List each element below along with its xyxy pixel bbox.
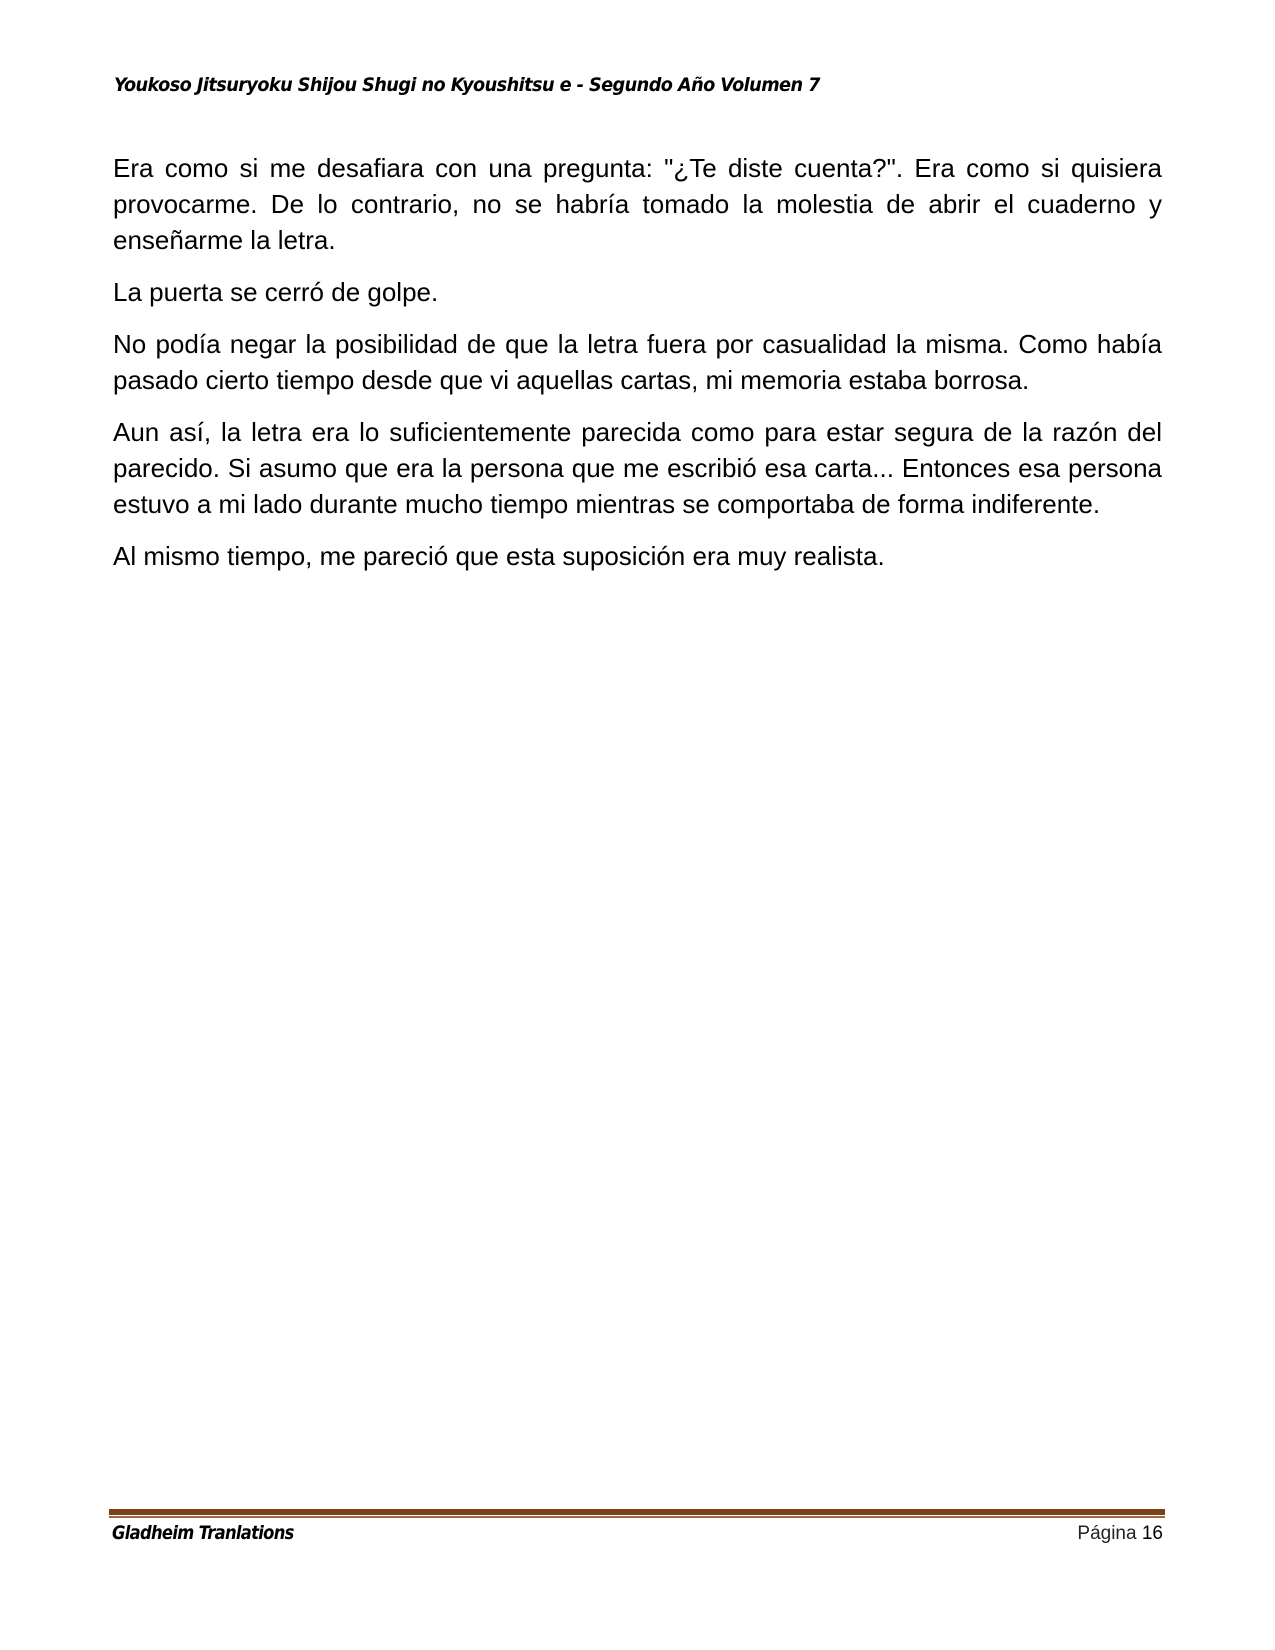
page-number: 16 <box>1141 1523 1163 1544</box>
page-label: Página <box>1077 1523 1137 1544</box>
footer-rule <box>109 1509 1165 1515</box>
paragraph: Al mismo tiempo, me pareció que esta suposición era muy realista. <box>113 541 885 571</box>
footer-rule-thin <box>109 1516 1165 1518</box>
body-text <box>113 150 1162 590</box>
page-number-label <box>1077 1523 1163 1545</box>
footer-credit: Gladheim Tranlations <box>112 1522 294 1544</box>
paragraph: Aun así, la letra era lo suficientemente parecida como para estar segura de la razón del parecido. Si asumo que era la persona que me escribió esa carta... Entonces esa persona estuvo a mi lado durante mucho tiempo mientras se comportaba de forma indiferente. <box>113 417 1162 519</box>
paragraph: La puerta se cerró de golpe. <box>113 277 439 307</box>
paragraph: Era como si me desafiara con una pregunta: "¿Te diste cuenta?". Era como si quisiera provocarme. De lo contrario, no se habría tomado la molestia de abrir el cuaderno y enseñarme la letra. <box>113 153 1162 255</box>
paragraph: No podía negar la posibilidad de que la letra fuera por casualidad la misma. Como había pasado cierto tiempo desde que vi aquellas cartas, mi memoria estaba borrosa. <box>113 329 1162 395</box>
running-header: Youkoso Jitsuryoku Shijou Shugi no Kyoushitsu e - Segundo Año Volumen 7 <box>114 74 820 96</box>
